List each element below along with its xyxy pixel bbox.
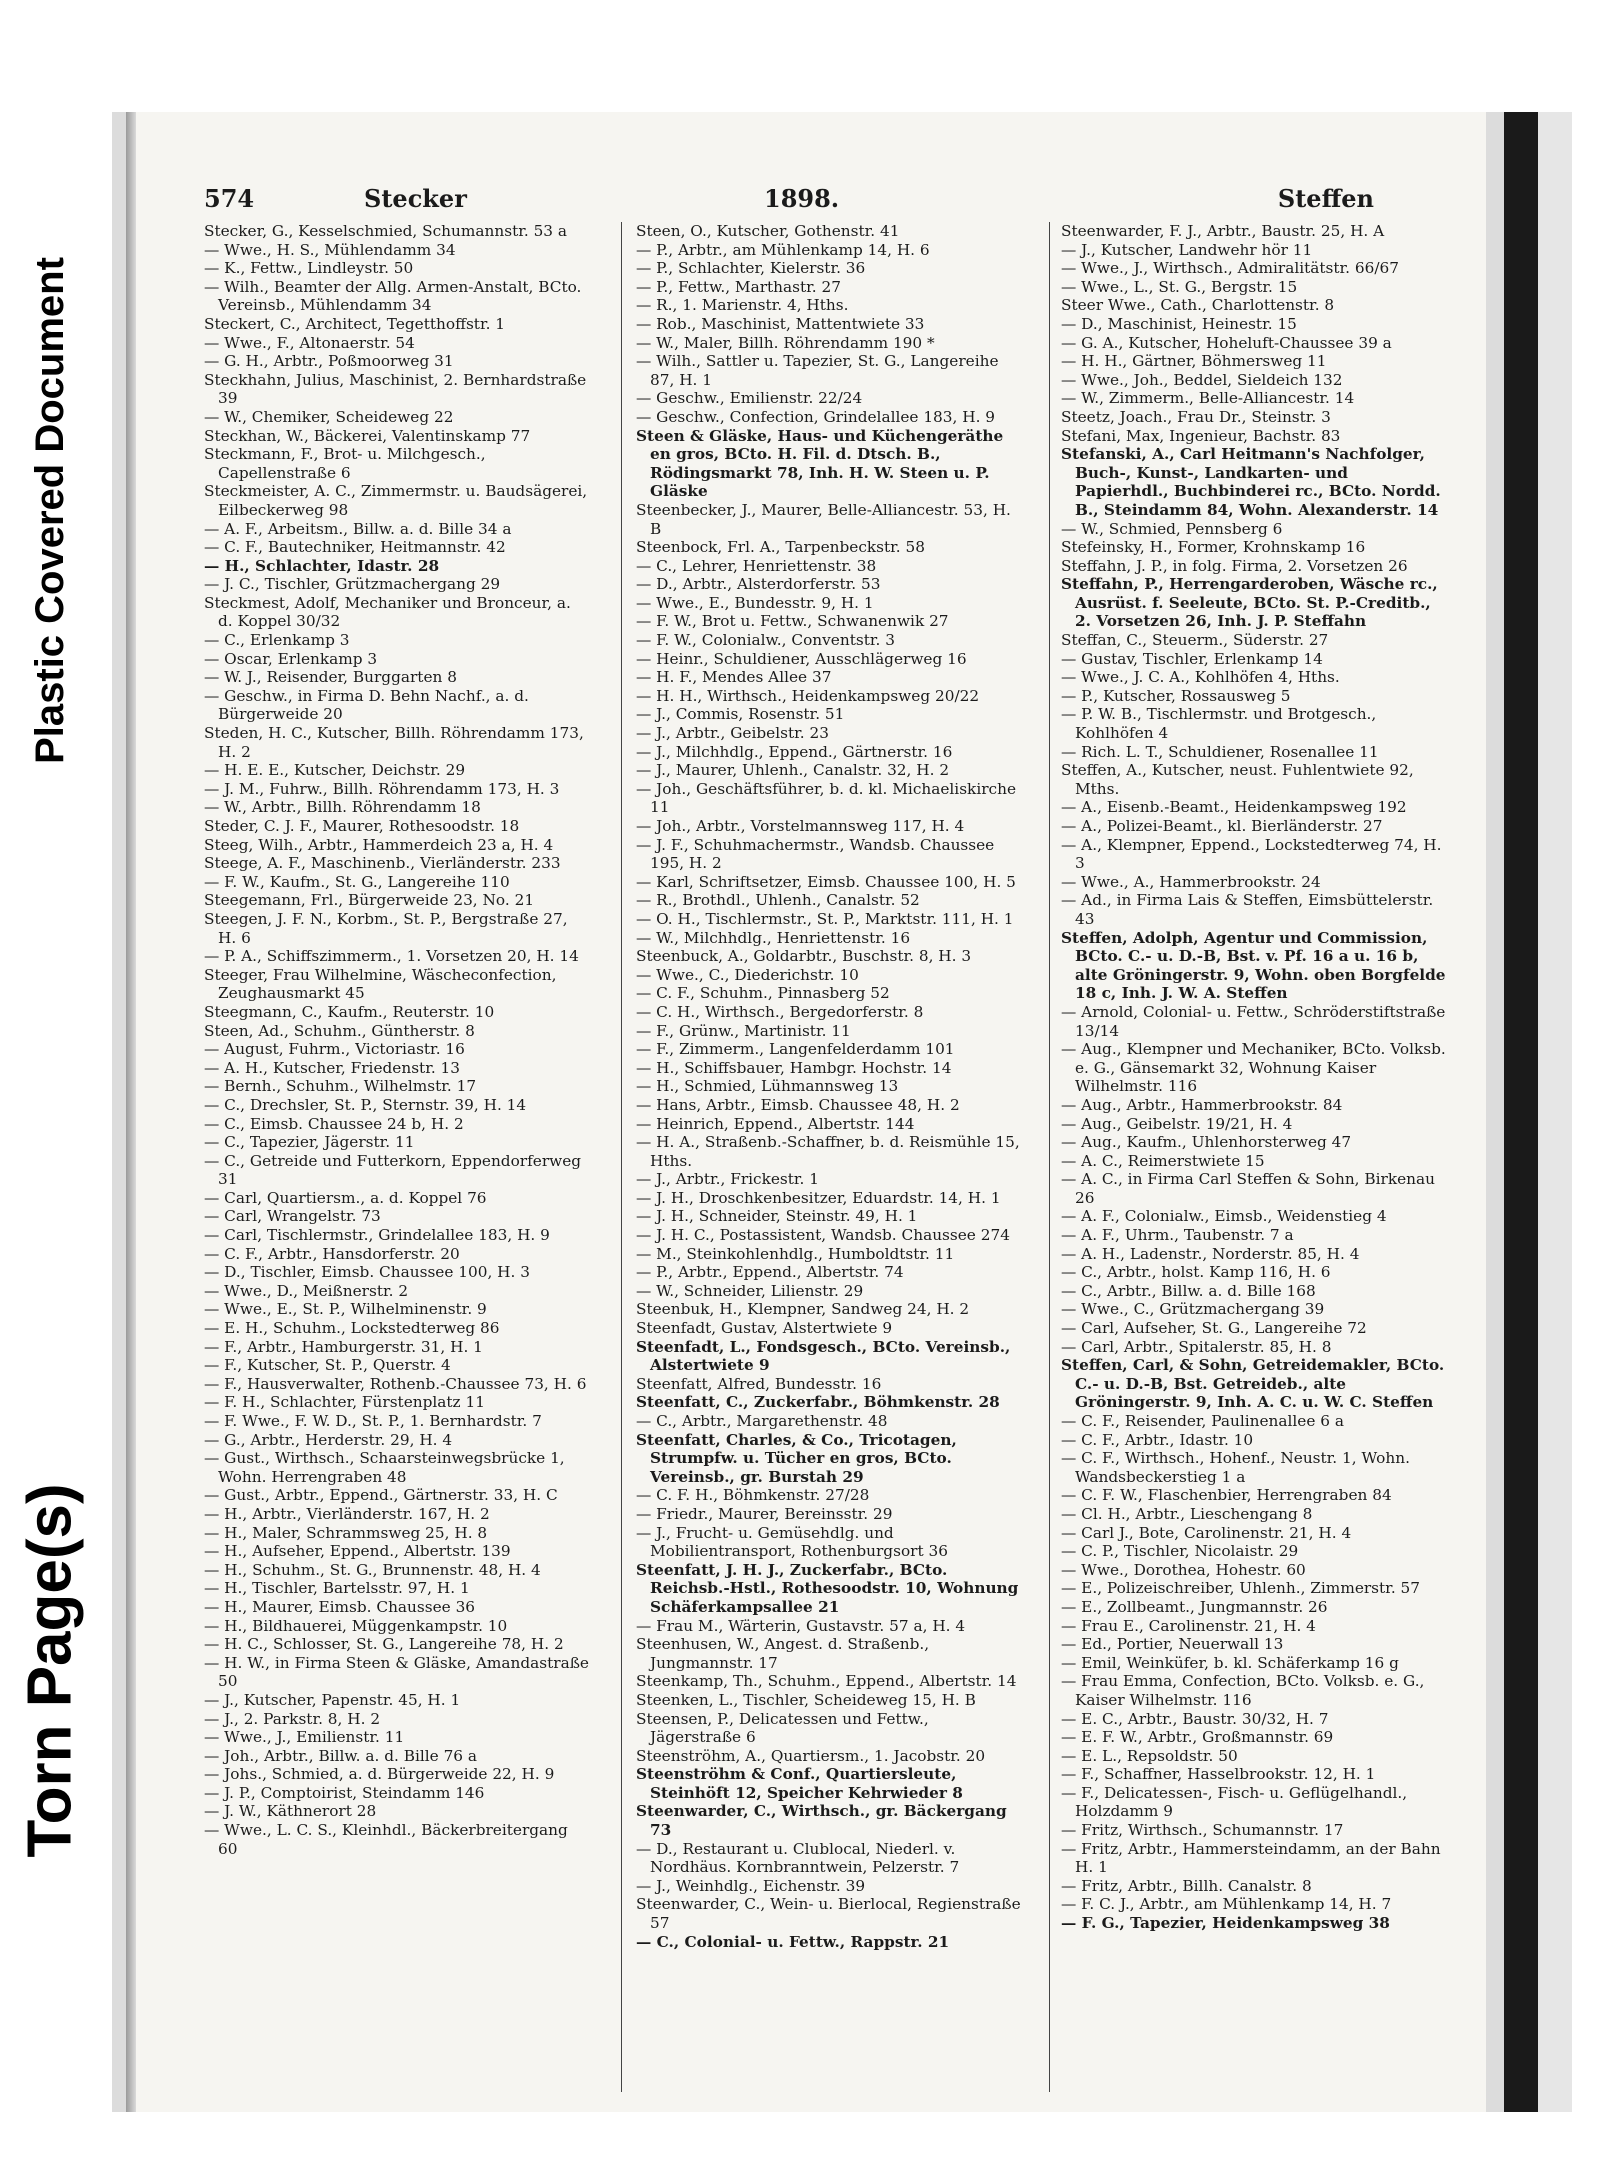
- directory-entry: Steckhan, W., Bäckerei, Valentinskamp 77: [204, 426, 531, 445]
- directory-entry: — P., Arbtr., Eppend., Albertstr. 74: [636, 1263, 904, 1282]
- directory-entry: Steen, O., Kutscher, Gothenstr. 41: [636, 222, 900, 240]
- directory-entry: — Gust., Wirthsch., Schaarsteinwegsbrücke 1, Wohn. Herrengraben 48: [204, 1449, 565, 1486]
- page-number: 574: [204, 184, 255, 213]
- directory-entry: — J. H., Droschkenbesitzer, Eduardstr. 14, H. 1: [636, 1188, 1001, 1207]
- directory-entry: — F., Schaffner, Hasselbrookstr. 12, H. 1: [1061, 1765, 1376, 1784]
- directory-entry: Steenbock, Frl. A., Tarpenbeckstr. 58: [636, 538, 925, 557]
- directory-entry: — F. W., Brot u. Fettw., Schwanenwik 27: [636, 612, 949, 631]
- directory-entry: — J. F., Schuhmachermstr., Wandsb. Chaussee 195, H. 2: [636, 835, 995, 873]
- directory-entry: — A. F., Arbeitsm., Billw. a. d. Bille 34 a: [204, 519, 512, 538]
- directory-entry: — C., Arbtr., holst. Kamp 116, H. 6: [1061, 1263, 1331, 1282]
- directory-entry: — A., Polizei-Beamt., kl. Bierländerstr. 27: [1061, 817, 1383, 835]
- directory-entry: — J. M., Fuhrw., Billh. Röhrendamm 173, H. 3: [204, 779, 560, 798]
- directory-entry: — W., Chemiker, Scheideweg 22: [204, 407, 454, 426]
- directory-entry: — A. F., Colonialw., Eimsb., Weidenstieg 4: [1061, 1207, 1387, 1226]
- directory-entry: — Aug., Klempner und Mechaniker, BCto. Volksb. e. G., Gänsemarkt 32, Wohnung Kaiser Wilhelmstr. 116: [1061, 1040, 1446, 1096]
- directory-entry: Stecker, G., Kesselschmied, Schumannstr. 53 a: [204, 222, 568, 240]
- directory-entry: — J., Kutscher, Papenstr. 45, H. 1: [204, 1690, 461, 1709]
- directory-entry: — Rich. L. T., Schuldiener, Rosenallee 11: [1061, 742, 1379, 761]
- directory-entry: — A., Klempner, Eppend., Lockstedterweg 74, H. 3: [1061, 835, 1442, 873]
- directory-entry: — Geschw., in Firma D. Behn Nachf., a. d. Bürgerweide 20: [204, 686, 529, 724]
- directory-entry: — R., Brothdl., Uhlenh., Canalstr. 52: [636, 891, 920, 910]
- directory-entry: — W., Schmied, Pennsberg 6: [1061, 519, 1283, 538]
- directory-entry: — A. F., Uhrm., Taubenstr. 7 a: [1061, 1226, 1294, 1245]
- page-year: 1898.: [764, 184, 840, 213]
- directory-entry: — Carl, Aufseher, St. G., Langereihe 72: [1061, 1319, 1367, 1338]
- directory-entry: — H., Schmied, Lühmannsweg 13: [636, 1077, 899, 1096]
- directory-entry: — E., Zollbeamt., Jungmannstr. 26: [1061, 1597, 1328, 1616]
- directory-entry: — Carl, Quartiersm., a. d. Koppel 76: [204, 1188, 487, 1207]
- directory-entry: Steckmest, Adolf, Mechaniker und Bronceur, a. d. Koppel 30/32: [204, 593, 571, 631]
- directory-entry: Steenwarder, C., Wein- u. Bierlocal, Regienstraße 57: [636, 1895, 1021, 1933]
- directory-entry: Steckert, C., Architect, Tegetthoffstr. 1: [204, 314, 506, 333]
- directory-entry: Stefanski, A., Carl Heitmann's Nachfolger, Buch-, Kunst-, Landkarten- und Papierhdl., Buchbinderei rc., BCto. Nordd. B., Steindamm 84, Wohn. Alexanderstr. 14: [1061, 445, 1441, 519]
- directory-entry: — W., Zimmerm., Belle-Alliancestr. 14: [1061, 389, 1355, 408]
- directory-entry: — E. F. W., Arbtr., Großmannstr. 69: [1061, 1728, 1334, 1747]
- directory-entry: — Ad., in Firma Lais & Steffen, Eimsbüttelerstr. 43: [1061, 891, 1434, 928]
- directory-entry: — Carl J., Bote, Carolinenstr. 21, H. 4: [1061, 1523, 1352, 1542]
- directory-entry: — Wwe., C., Grützmachergang 39: [1061, 1300, 1325, 1319]
- directory-entry: — J. P., Comptoirist, Steindamm 146: [204, 1783, 485, 1802]
- directory-entry: — C. F., Schuhm., Pinnasberg 52: [636, 984, 890, 1003]
- directory-entry: — J. H., Schneider, Steinstr. 49, H. 1: [636, 1207, 918, 1226]
- directory-entry: — F. H., Schlachter, Fürstenplatz 11: [204, 1393, 485, 1412]
- directory-entry: Steder, C. J. F., Maurer, Rothesoodstr. 18: [204, 817, 520, 835]
- directory-entry: — K., Fettw., Lindleystr. 50: [204, 259, 414, 278]
- directory-entry: Steenwarder, F. J., Arbtr., Baustr. 25, H. A: [1061, 222, 1385, 240]
- directory-entry: — Heinr., Schuldiener, Ausschlägerweg 16: [636, 649, 967, 668]
- directory-entry: — J., Arbtr., Frickestr. 1: [636, 1170, 820, 1189]
- column-divider: [1049, 222, 1050, 2092]
- directory-entry: — Wwe., L. C. S., Kleinhdl., Bäckerbreitergang 60: [204, 1821, 568, 1858]
- directory-entry: — Wwe., J., Emilienstr. 11: [204, 1728, 405, 1747]
- directory-entry: — Gust., Arbtr., Eppend., Gärtnerstr. 33, H. C: [204, 1486, 558, 1505]
- directory-entry: — M., Steinkohlenhdlg., Humboldtstr. 11: [636, 1244, 955, 1263]
- page-header: [204, 184, 1384, 220]
- directory-entry: — C., Eimsb. Chaussee 24 b, H. 2: [204, 1114, 464, 1133]
- directory-entry: — Cl. H., Arbtr., Lieschengang 8: [1061, 1504, 1313, 1523]
- directory-entry: — E. H., Schuhm., Lockstedterweg 86: [204, 1319, 500, 1338]
- directory-entry: Steen, Ad., Schuhm., Güntherstr. 8: [204, 1021, 475, 1040]
- directory-entry: — H., Maler, Schrammsweg 25, H. 8: [204, 1523, 488, 1542]
- directory-entry: — H., Bildhauerei, Müggenkampstr. 10: [204, 1616, 508, 1635]
- directory-entry: — A. H., Ladenstr., Norderstr. 85, H. 4: [1061, 1244, 1360, 1263]
- directory-entry: Steenbuk, H., Klempner, Sandweg 24, H. 2: [636, 1300, 970, 1319]
- directory-entry: — P., Fettw., Marthastr. 27: [636, 277, 841, 296]
- directory-entry: Steensen, P., Delicatessen und Fettw., Jägerstraße 6: [636, 1709, 929, 1747]
- directory-entry: — C., Erlenkamp 3: [204, 631, 350, 650]
- directory-page: [126, 112, 1486, 2112]
- directory-entry: — C. F., Arbtr., Idastr. 10: [1061, 1430, 1254, 1449]
- directory-entry: — C., Getreide und Futterkorn, Eppendorferweg 31: [204, 1151, 582, 1189]
- directory-entry: — J., Arbtr., Geibelstr. 23: [636, 724, 829, 743]
- directory-entry: — Wwe., J. C. A., Kohlhöfen 4, Hths.: [1061, 668, 1340, 687]
- directory-entry: Steeg, Wilh., Arbtr., Hammerdeich 23 a, H. 4: [204, 835, 554, 854]
- directory-entry: — Wwe., F., Altonaerstr. 54: [204, 333, 415, 352]
- directory-entry: — H., Schlachter, Idastr. 28: [204, 556, 440, 575]
- directory-entry: — Aug., Geibelstr. 19/21, H. 4: [1061, 1114, 1293, 1133]
- directory-entry: Stefeinsky, H., Former, Krohnskamp 16: [1061, 538, 1366, 557]
- directory-entry: — R., 1. Marienstr. 4, Hths.: [636, 296, 849, 315]
- directory-entry: Steenkamp, Th., Schuhm., Eppend., Albertstr. 14: [636, 1672, 1017, 1691]
- directory-entry: — C. F. H., Böhmkenstr. 27/28: [636, 1486, 870, 1505]
- directory-entry: — Oscar, Erlenkamp 3: [204, 649, 378, 668]
- directory-entry: Steenströhm, A., Quartiersm., 1. Jacobstr. 20: [636, 1746, 986, 1765]
- directory-entry: — C. F. W., Flaschenbier, Herrengraben 84: [1061, 1486, 1392, 1505]
- directory-entry: — W., Maler, Billh. Röhrendamm 190 *: [636, 333, 935, 352]
- directory-entry: — Frau Emma, Confection, BCto. Volksb. e. G., Kaiser Wilhelmstr. 116: [1061, 1672, 1425, 1709]
- directory-entry: — H., Arbtr., Vierländerstr. 167, H. 2: [204, 1504, 490, 1523]
- directory-column-2: [636, 222, 1021, 2102]
- directory-entry: Steetz, Joach., Frau Dr., Steinstr. 3: [1061, 407, 1331, 426]
- directory-entry: — H., Tischler, Bartelsstr. 97, H. 1: [204, 1579, 470, 1598]
- directory-entry: — Frau M., Wärterin, Gustavstr. 57 a, H. 4: [636, 1616, 966, 1635]
- directory-entry: — G. H., Arbtr., Poßmoorweg 31: [204, 352, 454, 371]
- directory-entry: — Arnold, Colonial- u. Fettw., Schröderstiftstraße 13/14: [1061, 1002, 1446, 1040]
- directory-entry: Steckhahn, Julius, Maschinist, 2. Bernhardstraße 39: [204, 370, 587, 408]
- directory-entry: — D., Arbtr., Alsterdorferstr. 53: [636, 575, 881, 594]
- directory-entry: — Geschw., Emilienstr. 22/24: [636, 389, 863, 408]
- directory-column-3: [1061, 222, 1446, 2102]
- directory-entry: — C. F., Bautechniker, Heitmannstr. 42: [204, 538, 506, 557]
- directory-entry: — C. H., Wirthsch., Bergedorferstr. 8: [636, 1002, 924, 1021]
- column-divider: [621, 222, 622, 2092]
- directory-entry: — H., Schuhm., St. G., Brunnenstr. 48, H. 4: [204, 1560, 541, 1579]
- directory-entry: Steenwarder, C., Wirthsch., gr. Bäckergang 73: [636, 1802, 1007, 1840]
- directory-entry: — F., Hausverwalter, Rothenb.-Chaussee 73, H. 6: [204, 1374, 587, 1393]
- directory-entry: Steegmann, C., Kaufm., Reuterstr. 10: [204, 1002, 495, 1021]
- directory-entry: — J. H. C., Postassistent, Wandsb. Chaussee 274: [636, 1226, 1010, 1245]
- directory-entry: — J., Milchhdlg., Eppend., Gärtnerstr. 16: [636, 742, 953, 761]
- directory-entry: Steffan, C., Steuerm., Süderstr. 27: [1061, 631, 1329, 650]
- directory-entry: — C., Arbtr., Billw. a. d. Bille 168: [1061, 1281, 1316, 1300]
- directory-entry: — Heinrich, Eppend., Albertstr. 144: [636, 1114, 915, 1133]
- directory-entry: — F. Wwe., F. W. D., St. P., 1. Bernhardstr. 7: [204, 1412, 542, 1430]
- directory-entry: — Wwe., E., Bundesstr. 9, H. 1: [636, 593, 874, 612]
- directory-entry: — Joh., Arbtr., Vorstelmannsweg 117, H. 4: [636, 817, 965, 835]
- scanned-page-area: [112, 112, 1572, 2112]
- directory-entry: — J. C., Tischler, Grützmachergang 29: [204, 575, 501, 594]
- directory-entry: — P. A., Schiffszimmerm., 1. Vorsetzen 20, H. 14: [204, 947, 579, 966]
- directory-entry: — E., Polizeischreiber, Uhlenh., Zimmerstr. 57: [1061, 1579, 1421, 1598]
- directory-entry: — Bernh., Schuhm., Wilhelmstr. 17: [204, 1077, 477, 1096]
- directory-entry: — Hans, Arbtr., Eimsb. Chaussee 48, H. 2: [636, 1095, 960, 1114]
- left-keyword: Stecker: [364, 184, 467, 213]
- directory-entry: Steenfadt, Gustav, Alstertwiete 9: [636, 1319, 893, 1338]
- directory-entry: — A. C., in Firma Carl Steffen & Sohn, Birkenau 26: [1061, 1170, 1435, 1207]
- directory-entry: — H. H., Gärtner, Böhmersweg 11: [1061, 352, 1327, 371]
- directory-entry: — J., Weinhdlg., Eichenstr. 39: [636, 1876, 866, 1895]
- directory-entry: — J., Frucht- u. Gemüsehdlg. und Mobilientransport, Rothenburgsort 36: [636, 1523, 948, 1561]
- directory-entry: — F., Delicatessen-, Fisch- u. Geflügelhandl., Holzdamm 9: [1061, 1783, 1408, 1821]
- directory-entry: — Frau E., Carolinenstr. 21, H. 4: [1061, 1616, 1316, 1635]
- directory-entry: — Carl, Arbtr., Spitalerstr. 85, H. 8: [1061, 1337, 1332, 1356]
- directory-entry: — A. H., Kutscher, Friedenstr. 13: [204, 1058, 461, 1077]
- directory-entry: — Karl, Schriftsetzer, Eimsb. Chaussee 100, H. 5: [636, 872, 1016, 891]
- directory-entry: Steenbecker, J., Maurer, Belle-Alliancestr. 53, H. B: [636, 500, 1011, 538]
- directory-entry: Steffen, Carl, & Sohn, Getreidemakler, BCto. C.- u. D.-B, Bst. Getreideb., alte Gröningerstr. 9, Inh. A. C. u. W. C. Steffen: [1061, 1356, 1445, 1412]
- directory-entry: — H., Maurer, Eimsb. Chaussee 36: [204, 1597, 476, 1616]
- plastic-covered-label: [0, 80, 100, 940]
- directory-entry: — Fritz, Arbtr., Hammersteindamm, an der Bahn H. 1: [1061, 1839, 1441, 1877]
- directory-entry: — Wilh., Beamter der Allg. Armen-Anstalt, BCto. Vereinsb., Mühlendamm 34: [204, 277, 582, 315]
- directory-entry: — F. C. J., Arbtr., am Mühlenkamp 14, H. 7: [1061, 1895, 1392, 1914]
- directory-entry: — H. H., Wirthsch., Heidenkampsweg 20/22: [636, 686, 980, 705]
- directory-entry: — Wwe., E., St. P., Wilhelminenstr. 9: [204, 1300, 487, 1319]
- directory-entry: — C. F., Arbtr., Hansdorferstr. 20: [204, 1244, 460, 1263]
- right-keyword: Steffen: [1277, 184, 1374, 213]
- directory-entry: Steenken, L., Tischler, Scheideweg 15, H. B: [636, 1690, 976, 1709]
- directory-entry: — Geschw., Confection, Grindelallee 183, H. 9: [636, 407, 996, 426]
- directory-entry: — C., Tapezier, Jägerstr. 11: [204, 1133, 415, 1152]
- directory-entry: Steenbuck, A., Goldarbtr., Buschstr. 8, H. 3: [636, 947, 972, 966]
- directory-entry: Steffahn, J. P., in folg. Firma, 2. Vorsetzen 26: [1061, 556, 1408, 575]
- directory-entry: — Wwe., C., Diederichstr. 10: [636, 965, 859, 984]
- torn-pages-text: Torn Page(s): [15, 1482, 85, 1858]
- directory-entry: — E. L., Repsoldstr. 50: [1061, 1746, 1238, 1765]
- directory-entry: — F. W., Kaufm., St. G., Langereihe 110: [204, 872, 510, 891]
- directory-entry: — C. F., Wirthsch., Hohenf., Neustr. 1, Wohn. Wandsbeckerstieg 1 a: [1061, 1449, 1410, 1486]
- directory-entry: — P., Schlachter, Kielerstr. 36: [636, 259, 866, 278]
- directory-entry: — Wwe., D., Meißnerstr. 2: [204, 1281, 409, 1300]
- directory-entry: — C., Colonial- u. Fettw., Rappstr. 21: [636, 1932, 950, 1951]
- directory-entry: — D., Maschinist, Heinestr. 15: [1061, 314, 1297, 333]
- directory-entry: Steegen, J. F. N., Korbm., St. P., Bergstraße 27, H. 6: [204, 909, 568, 947]
- directory-column-1: [204, 222, 589, 2102]
- directory-entry: — H., Schiffsbauer, Hambgr. Hochstr. 14: [636, 1058, 952, 1077]
- directory-entry: — Friedr., Maurer, Bereinsstr. 29: [636, 1504, 893, 1523]
- directory-entry: — P., Kutscher, Rossausweg 5: [1061, 686, 1291, 705]
- directory-entry: — J., Commis, Rosenstr. 51: [636, 705, 845, 724]
- directory-entry: — A. C., Reimerstwiete 15: [1061, 1151, 1265, 1170]
- directory-entry: — Emil, Weinküfer, b. kl. Schäferkamp 16 g: [1061, 1653, 1399, 1672]
- directory-entry: — D., Restaurant u. Clublocal, Niederl. v. Nordhäus. Kornbranntwein, Pelzerstr. 7: [636, 1839, 960, 1877]
- directory-entry: — H. C., Schlosser, St. G., Langereihe 78, H. 2: [204, 1635, 564, 1654]
- adjacent-page-edge: [1504, 112, 1538, 2112]
- directory-entry: — Wwe., J., Wirthsch., Admiralitätstr. 66/67: [1061, 259, 1399, 278]
- directory-entry: Steckmeister, A. C., Zimmermstr. u. Baudsägerei, Eilbeckerweg 98: [204, 482, 588, 519]
- directory-entry: — Joh., Arbtr., Billw. a. d. Bille 76 a: [204, 1746, 478, 1765]
- page-spine-shadow: [126, 112, 136, 2112]
- directory-entry: — Wwe., Dorothea, Hohestr. 60: [1061, 1560, 1306, 1579]
- directory-entry: — Fritz, Wirthsch., Schumannstr. 17: [1061, 1821, 1344, 1840]
- directory-entry: Steenfatt, Charles, & Co., Tricotagen, Strumpfw. u. Tücher en gros, BCto. Vereinsb., gr. Burstah 29: [636, 1430, 957, 1486]
- directory-entry: Steffahn, P., Herrengarderoben, Wäsche rc., Ausrüst. f. Seeleute, BCto. St. P.-Creditb., 2. Vorsetzen 26, Inh. J. P. Steffahn: [1061, 575, 1438, 631]
- directory-entry: — D., Tischler, Eimsb. Chaussee 100, H. 3: [204, 1263, 530, 1282]
- directory-entry: Steenfadt, L., Fondsgesch., BCto. Vereinsb., Alstertwiete 9: [636, 1337, 1011, 1375]
- directory-entry: Stefani, Max, Ingenieur, Bachstr. 83: [1061, 426, 1341, 445]
- directory-entry: Steegemann, Frl., Bürgerweide 23, No. 21: [204, 891, 535, 910]
- directory-entry: — Wwe., A., Hammerbrookstr. 24: [1061, 872, 1321, 891]
- directory-entry: — W. J., Reisender, Burggarten 8: [204, 668, 457, 687]
- directory-entry: Steenströhm & Conf., Quartiersleute, Steinhöft 12, Speicher Kehrwieder 8: [636, 1765, 963, 1802]
- directory-entry: — Wilh., Sattler u. Tapezier, St. G., Langereihe 87, H. 1: [636, 352, 999, 389]
- directory-entry: Steden, H. C., Kutscher, Billh. Röhrendamm 173, H. 2: [204, 724, 584, 761]
- directory-entry: — A., Eisenb.-Beamt., Heidenkampsweg 192: [1061, 798, 1407, 817]
- directory-entry: — H. E. E., Kutscher, Deichstr. 29: [204, 761, 466, 780]
- directory-entry: — C. F., Reisender, Paulinenallee 6 a: [1061, 1412, 1344, 1430]
- directory-entry: — F. G., Tapezier, Heidenkampsweg 38: [1061, 1914, 1390, 1933]
- directory-entry: — J., Kutscher, Landwehr hör 11: [1061, 240, 1313, 259]
- directory-entry: Steeger, Frau Wilhelmine, Wäscheconfection, Zeughausmarkt 45: [204, 965, 557, 1003]
- directory-entry: — H. F., Mendes Allee 37: [636, 668, 832, 687]
- directory-entry: — F., Grünw., Martinistr. 11: [636, 1021, 851, 1040]
- directory-entry: Steffen, Adolph, Agentur und Commission, BCto. C.- u. D.-B, Bst. v. Pf. 16 a u. 16 b, alte Gröningerstr. 9, Wohn. oben Borgfelde 18 c, Inh. J. W. A. Steffen: [1061, 928, 1446, 1003]
- directory-entry: — Ed., Portier, Neuerwall 13: [1061, 1635, 1284, 1654]
- directory-entry: — Aug., Arbtr., Hammerbrookstr. 84: [1061, 1095, 1343, 1114]
- torn-pages-label: [0, 1370, 100, 1970]
- directory-entry: — G. A., Kutscher, Hoheluft-Chaussee 39 a: [1061, 333, 1392, 352]
- directory-entry: — Gustav, Tischler, Erlenkamp 14: [1061, 649, 1323, 668]
- directory-entry: — J. W., Käthnerort 28: [204, 1802, 377, 1821]
- directory-entry: — W., Schneider, Lilienstr. 29: [636, 1281, 864, 1300]
- directory-entry: — W., Arbtr., Billh. Röhrendamm 18: [204, 798, 481, 817]
- directory-entry: Steen & Gläske, Haus- und Küchengeräthe en gros, BCto. H. Fil. d. Dtsch. B., Rödingsmarkt 78, Inh. H. W. Steen u. P. Gläske: [636, 426, 1004, 501]
- directory-entry: — Carl, Tischlermstr., Grindelallee 183, H. 9: [204, 1226, 550, 1245]
- directory-entry: — Carl, Wrangelstr. 73: [204, 1207, 381, 1226]
- directory-entry: — Johs., Schmied, a. d. Bürgerweide 22, H. 9: [204, 1765, 555, 1784]
- directory-entry: — H. W., in Firma Steen & Gläske, Amandastraße 50: [204, 1653, 589, 1691]
- directory-entry: — C., Drechsler, St. P., Sternstr. 39, H. 14: [204, 1095, 527, 1114]
- directory-entry: — J., Maurer, Uhlenh., Canalstr. 32, H. 2: [636, 761, 950, 780]
- directory-entry: — August, Fuhrm., Victoriastr. 16: [204, 1040, 465, 1059]
- directory-entry: Steckmann, F., Brot- u. Milchgesch., Capellenstraße 6: [204, 445, 486, 482]
- directory-entry: — E. C., Arbtr., Baustr. 30/32, H. 7: [1061, 1709, 1329, 1728]
- directory-entry: — Joh., Geschäftsführer, b. d. kl. Michaeliskirche 11: [636, 779, 1016, 817]
- directory-entry: — W., Milchhdlg., Henriettenstr. 16: [636, 928, 911, 947]
- directory-entry: — P. W. B., Tischlermstr. und Brotgesch., Kohlhöfen 4: [1061, 705, 1377, 743]
- directory-entry: Steenfatt, Alfred, Bundesstr. 16: [636, 1374, 882, 1393]
- plastic-covered-text: Plastic Covered Document: [27, 256, 72, 764]
- directory-entry: Steer Wwe., Cath., Charlottenstr. 8: [1061, 296, 1335, 315]
- directory-entry: — H. A., Straßenb.-Schaffner, b. d. Reismühle 15, Hths.: [636, 1133, 1020, 1170]
- directory-entry: — C., Arbtr., Margarethenstr. 48: [636, 1412, 888, 1430]
- directory-entry: — F., Zimmerm., Langenfelderdamm 101: [636, 1040, 955, 1059]
- directory-entry: — G., Arbtr., Herderstr. 29, H. 4: [204, 1430, 453, 1449]
- directory-entry: — Wwe., L., St. G., Bergstr. 15: [1061, 277, 1298, 296]
- directory-entry: — Wwe., H. S., Mühlendamm 34: [204, 240, 456, 259]
- directory-entry: — F., Arbtr., Hamburgerstr. 31, H. 1: [204, 1337, 483, 1356]
- directory-entry: — O. H., Tischlermstr., St. P., Marktstr. 111, H. 1: [636, 909, 1014, 928]
- directory-entry: — H., Aufseher, Eppend., Albertstr. 139: [204, 1542, 511, 1561]
- directory-entry: — Wwe., Joh., Beddel, Sieldeich 132: [1061, 370, 1343, 389]
- directory-entry: — C., Lehrer, Henriettenstr. 38: [636, 556, 877, 575]
- directory-entry: Steffen, A., Kutscher, neust. Fuhlentwiete 92, Mths.: [1061, 761, 1414, 798]
- directory-entry: — J., 2. Parkstr. 8, H. 2: [204, 1709, 381, 1728]
- directory-entry: Steege, A. F., Maschinenb., Vierländerstr. 233: [204, 854, 561, 873]
- directory-entry: — C. P., Tischler, Nicolaistr. 29: [1061, 1542, 1299, 1561]
- directory-entry: — Rob., Maschinist, Mattentwiete 33: [636, 314, 925, 333]
- directory-entry: — F., Kutscher, St. P., Querstr. 4: [204, 1356, 451, 1375]
- directory-entry: — Aug., Kaufm., Uhlenhorsterweg 47: [1061, 1133, 1352, 1152]
- next-page-sliver: [1538, 112, 1572, 2112]
- directory-entry: — F. W., Colonialw., Conventstr. 3: [636, 631, 895, 650]
- directory-entry: Steenfatt, C., Zuckerfabr., Böhmkenstr. 28: [636, 1393, 1000, 1412]
- directory-entry: — P., Arbtr., am Mühlenkamp 14, H. 6: [636, 240, 930, 259]
- directory-entry: Steenfatt, J. H. J., Zuckerfabr., BCto. Reichsb.-Hstl., Rothesoodstr. 10, Wohnung Schäferkampsallee 21: [636, 1560, 1019, 1616]
- directory-entry: Steenhusen, W., Angest. d. Straßenb., Jungmannstr. 17: [636, 1635, 930, 1672]
- directory-entry: — Fritz, Arbtr., Billh. Canalstr. 8: [1061, 1876, 1312, 1895]
